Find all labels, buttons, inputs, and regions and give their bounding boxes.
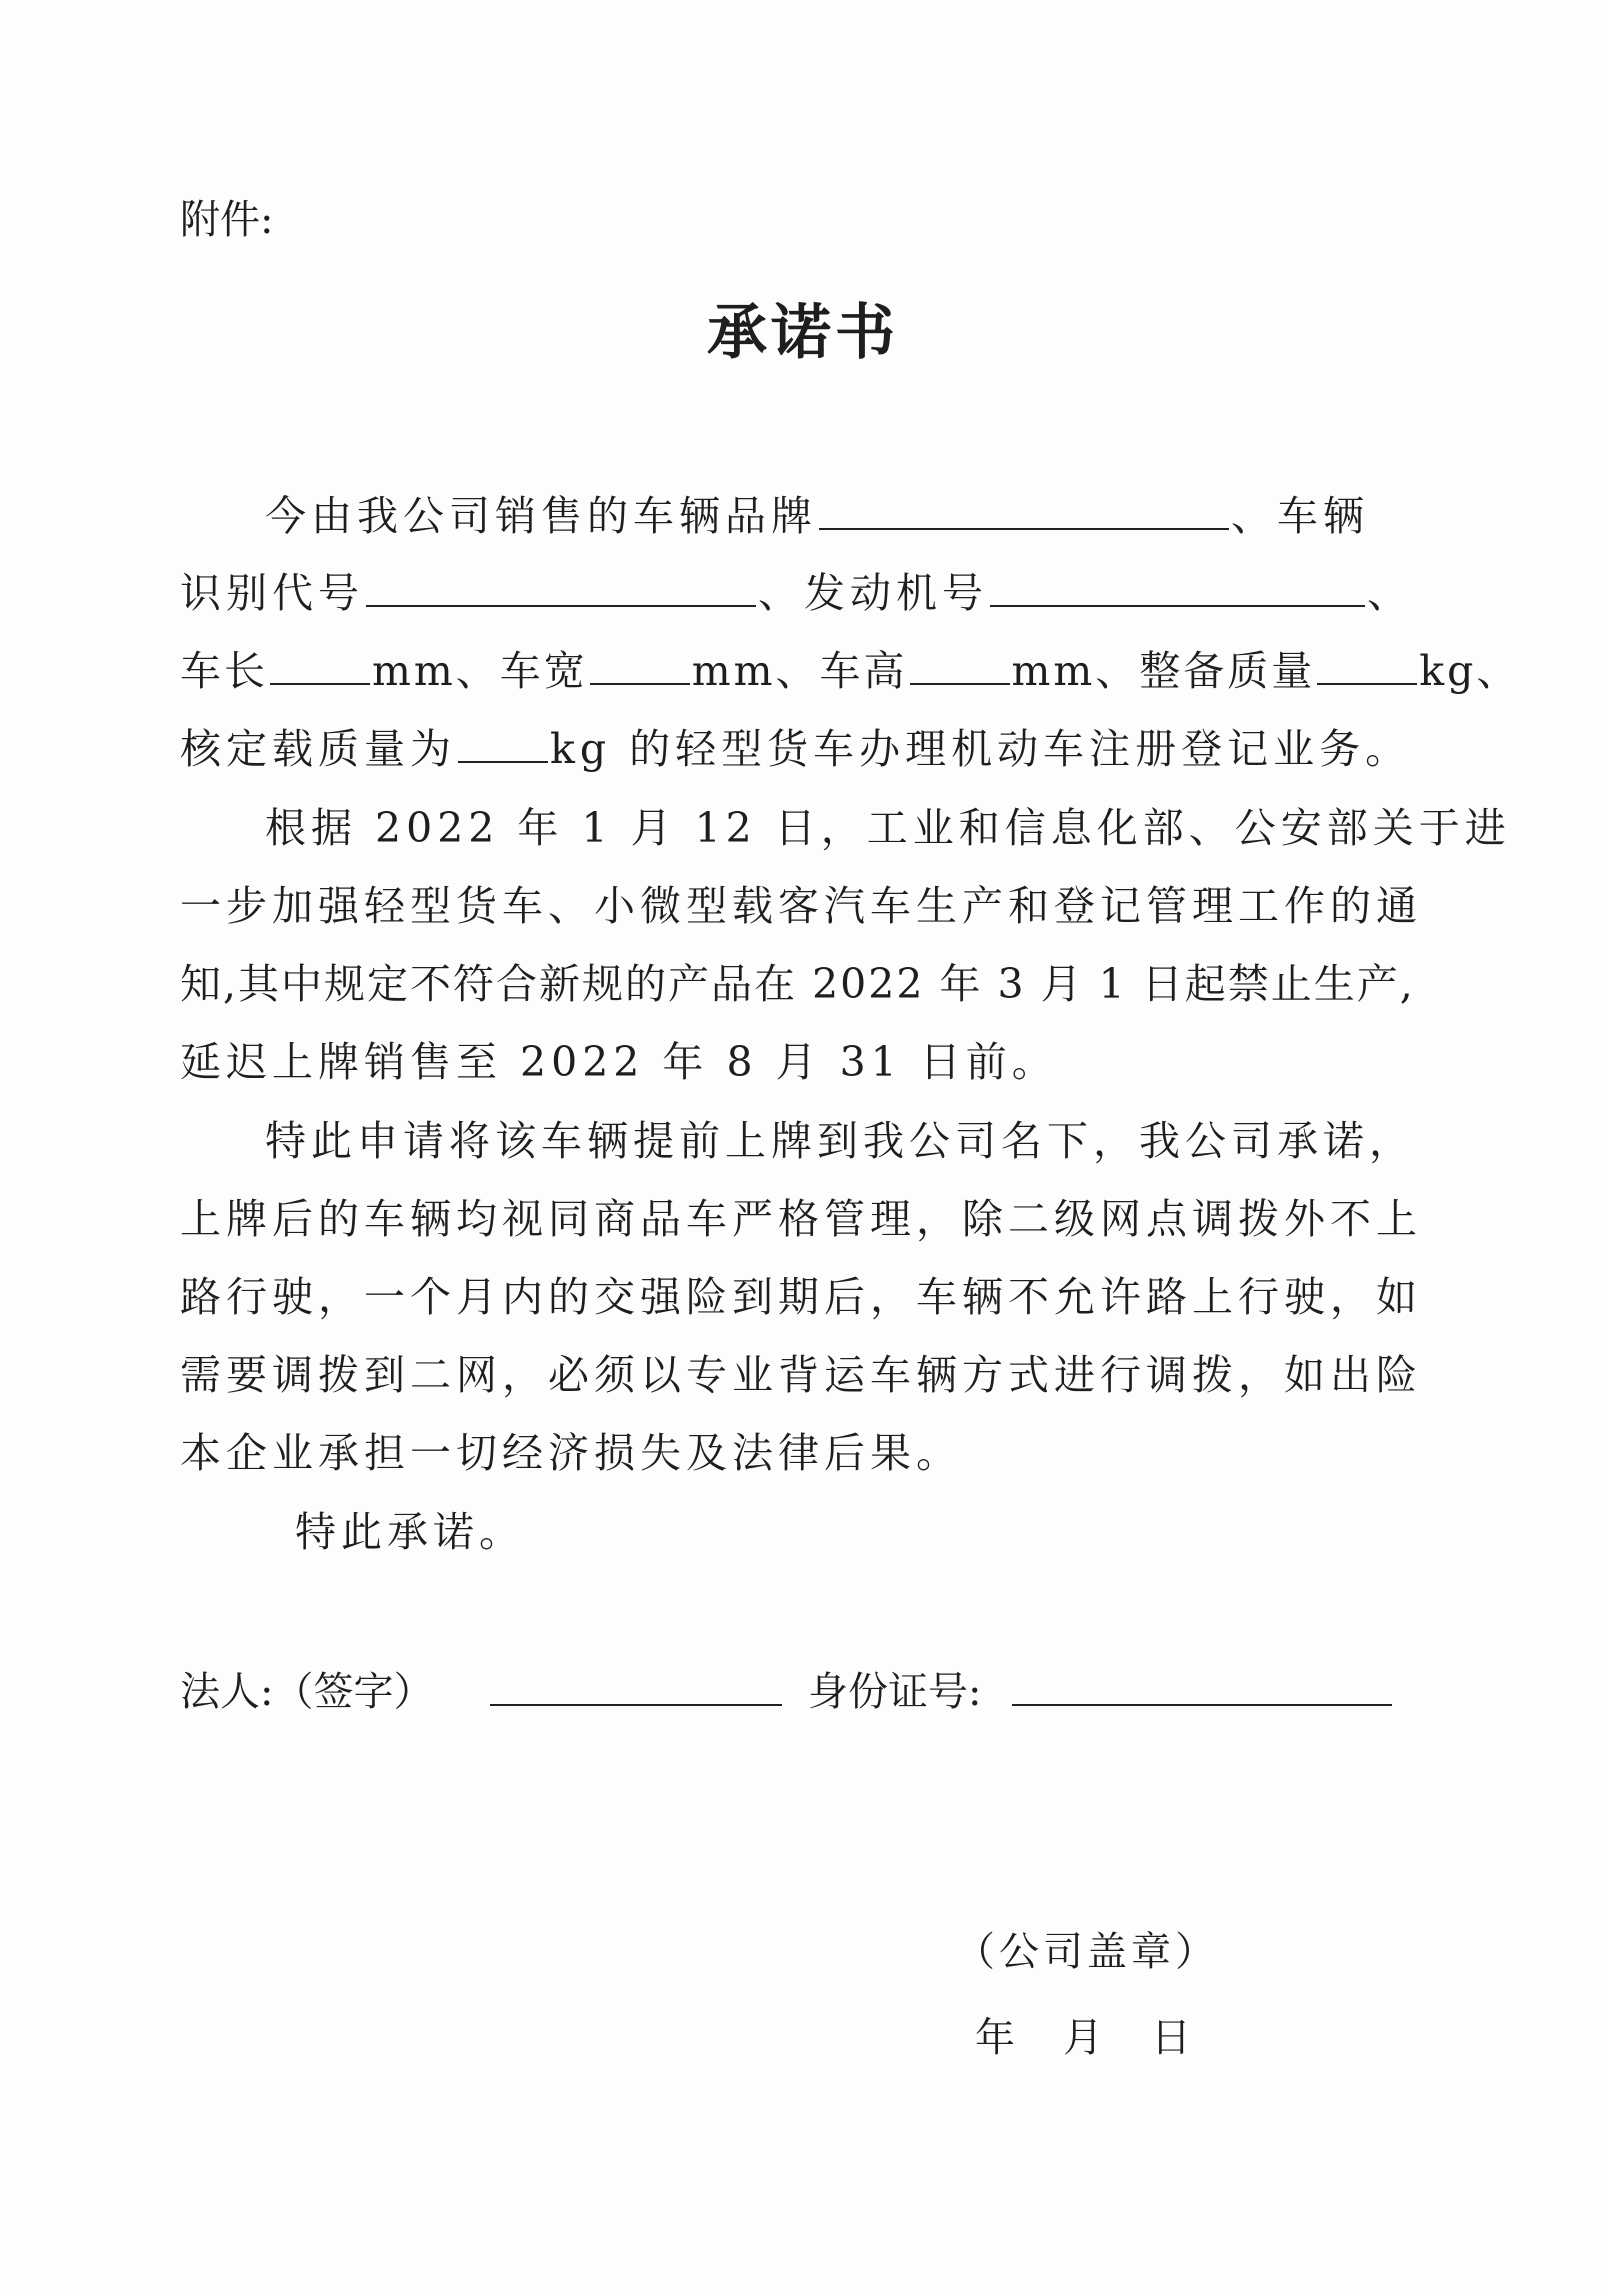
legal-signature-blank[interactable]: [490, 1660, 782, 1706]
length-blank[interactable]: [270, 643, 370, 685]
date-month: 月: [1063, 2015, 1103, 2061]
vehicle-brand-blank[interactable]: [819, 488, 1229, 530]
date-day: 日: [1151, 2015, 1191, 2061]
para1-text: 、: [1367, 569, 1413, 617]
company-seal-label: （公司盖章）: [955, 1929, 1219, 1975]
para3-line4: 需要调拨到二网，必须以专业背运车辆方式进行调拨，如出险: [180, 1351, 1422, 1399]
curb-weight-blank[interactable]: [1317, 643, 1417, 685]
para1-text: 、车辆: [1231, 492, 1369, 540]
para3-line3: 路行驶，一个月内的交强险到期后，车辆不允许路上行驶，如: [180, 1273, 1422, 1321]
engine-number-blank[interactable]: [990, 565, 1365, 607]
para1-line4: [180, 716, 1411, 775]
height-blank[interactable]: [910, 643, 1010, 685]
para1-line3: [180, 638, 1520, 697]
para1-text: 核定载质量为: [180, 725, 456, 773]
para1-text: mm、车高: [691, 647, 908, 695]
id-number-blank[interactable]: [1012, 1660, 1392, 1706]
para2-line2: 一步加强轻型货车、小微型载客汽车生产和登记管理工作的通: [180, 882, 1422, 930]
date-year: 年: [975, 2015, 1015, 2061]
rated-load-blank[interactable]: [458, 721, 548, 763]
para2-line4: 延迟上牌销售至 2022 年 8 月 31 日前。: [180, 1038, 1058, 1086]
para3-line5: 本企业承担一切经济损失及法律后果。: [180, 1429, 962, 1477]
para1-text: mm、整备质量: [1011, 647, 1316, 695]
legal-rep-label: 法人:（签字）: [180, 1669, 434, 1715]
para1-text: 识别代号: [180, 569, 364, 617]
vin-blank[interactable]: [366, 565, 756, 607]
width-blank[interactable]: [590, 643, 690, 685]
para1-text: 今由我公司销售的车辆品牌: [265, 492, 817, 540]
para2-line1: 根据 2022 年 1 月 12 日，工业和信息化部、公安部关于进: [265, 804, 1511, 852]
para2-line3: 知,其中规定不符合新规的产品在 2022 年 3 月 1 日起禁止生产,: [180, 960, 1415, 1008]
para1-text: kg 的轻型货车办理机动车注册登记业务。: [550, 725, 1412, 773]
para3-line1: 特此申请将该车辆提前上牌到我公司名下，我公司承诺，: [265, 1117, 1415, 1165]
date-line: [975, 2006, 1191, 2063]
document-title: 承诺书: [707, 298, 899, 368]
para1-text: mm、车宽: [372, 647, 588, 695]
closing-text: 特此承诺。: [295, 1508, 525, 1556]
para1-line2: [180, 560, 1413, 619]
attachment-label: 附件:: [180, 197, 274, 243]
para1-text: kg、: [1419, 647, 1521, 695]
para1-text: 、发动机号: [758, 569, 988, 617]
para1-line1: [265, 483, 1369, 542]
para1-text: 车长: [180, 647, 268, 695]
para3-line2: 上牌后的车辆均视同商品车严格管理，除二级网点调拨外不上: [180, 1195, 1422, 1243]
id-number-label: 身份证号:: [808, 1669, 982, 1715]
